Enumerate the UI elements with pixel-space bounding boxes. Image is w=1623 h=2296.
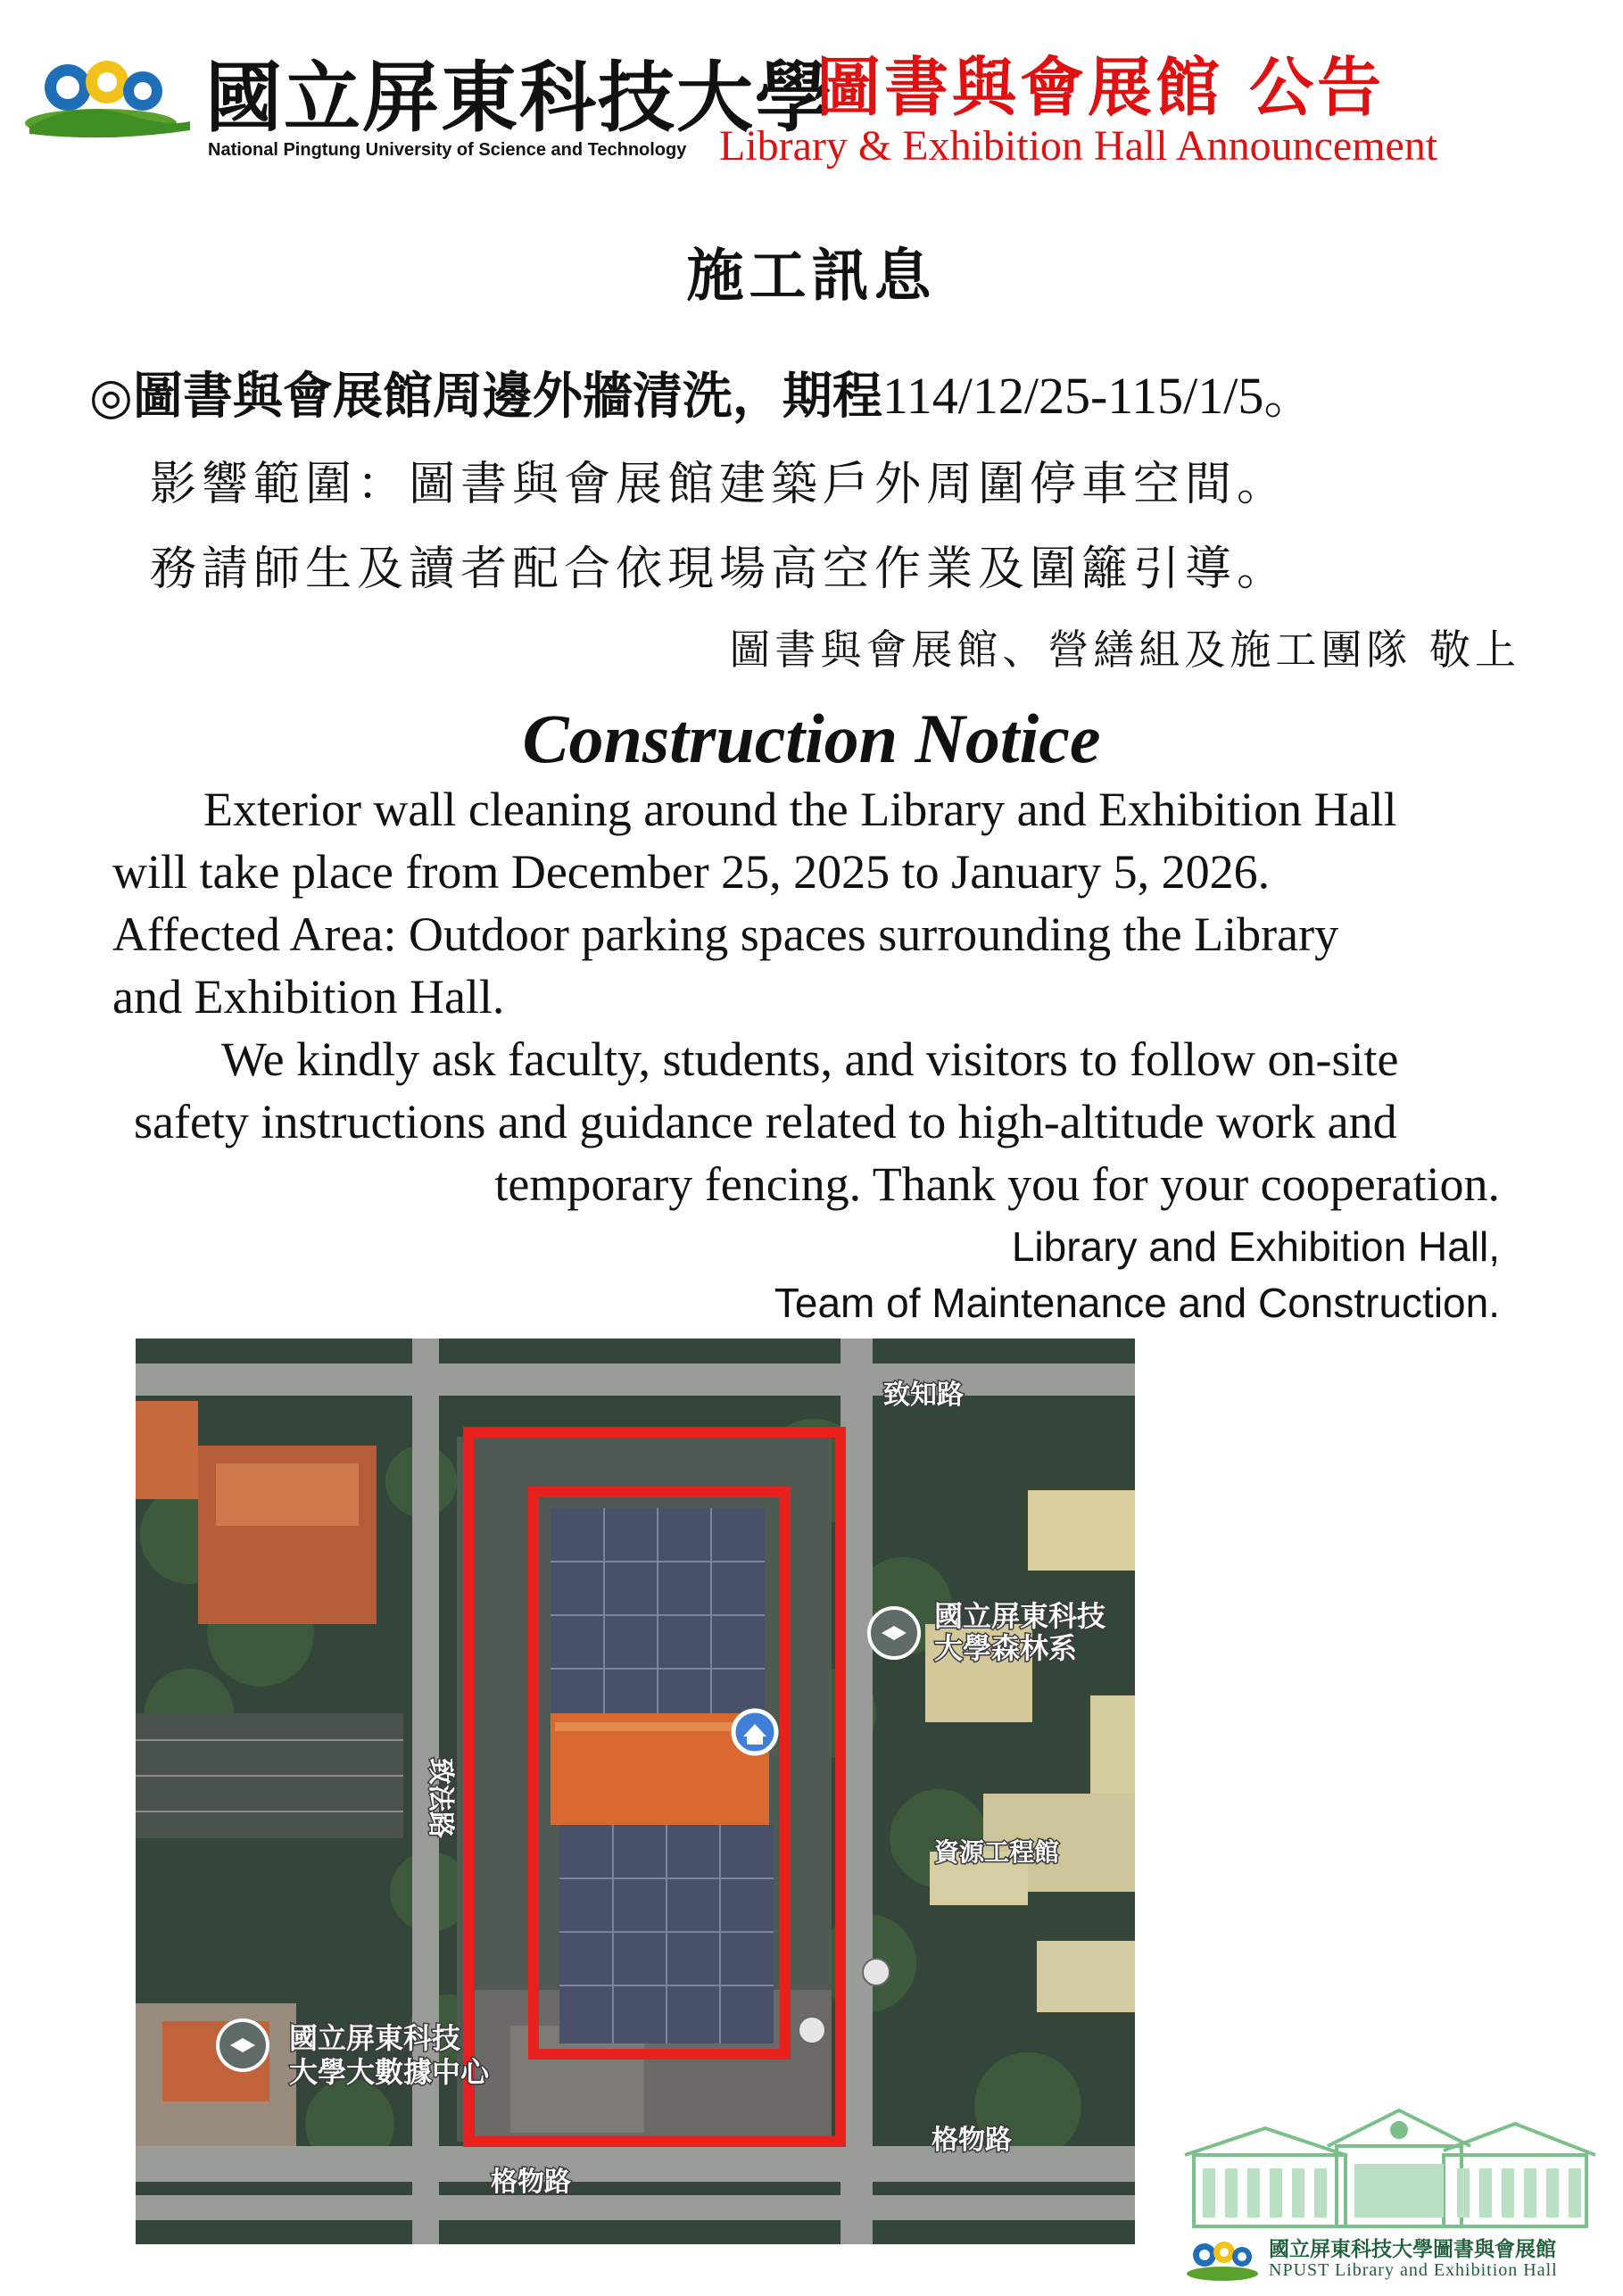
- notice-schedule-end: 。: [1263, 368, 1314, 426]
- notice-affected-area-zh: 影響範圍：圖書與會展館建築戶外周圍停車空間。: [150, 458, 1289, 511]
- notice-schedule-label: ◎圖書與會展館周邊外牆清洗，期程: [89, 367, 882, 426]
- map-label-datacenter-1: 國立屏東科技: [289, 2021, 461, 2055]
- notice-text-en-line: We kindly ask faculty, students, and visitors to follow on-site: [221, 1032, 1399, 1086]
- map-label-resource: 資源工程館: [934, 1837, 1060, 1867]
- footer-small-logo: [1187, 2233, 1258, 2285]
- notice-signature-en-1: Library and Exhibition Hall,: [1011, 1223, 1500, 1270]
- notice-text-en-line: temporary fencing. Thank you for your cooperation.: [494, 1157, 1500, 1211]
- university-name-zh: 國立屏東科技大學: [205, 53, 833, 143]
- university-name-en: National Pingtung University of Science and Technology: [208, 140, 687, 160]
- notice-signature-zh: 圖書與會展館、營繕組及施工團隊 敬上: [729, 626, 1520, 674]
- university-logo: [25, 45, 195, 143]
- notice-text-en-line: safety instructions and guidance related to high-altitude work and: [134, 1095, 1397, 1148]
- notice-text-en-line: will take place from December 25, 2025 to January 5, 2026.: [112, 845, 1271, 899]
- map-label-forestry-1: 國立屏東科技: [934, 1599, 1106, 1633]
- map-label-road-bottom: 格物路: [491, 2167, 571, 2198]
- notice-title-en: Construction Notice: [522, 700, 1101, 777]
- notice-text-en-line: Exterior wall cleaning around the Library and Exhibition Hall: [203, 783, 1397, 836]
- map-label-road-bottom-right: 格物路: [932, 2125, 1012, 2156]
- notice-signature-en-2: Team of Maintenance and Construction.: [774, 1280, 1500, 1326]
- notice-request-zh: 務請師生及讀者配合依現場高空作業及圍籬引導。: [150, 543, 1289, 596]
- map-label-road-top: 致知路: [883, 1380, 964, 1411]
- notice-title-zh: 施工訊息: [686, 243, 937, 310]
- announcement-title-en: Library & Exhibition Hall Announcement: [719, 122, 1438, 170]
- map-label-forestry-2: 大學森林系: [934, 1631, 1078, 1665]
- notice-text-en-line: Affected Area: Outdoor parking spaces surrounding the Library: [112, 908, 1339, 961]
- notice-schedule-zh: [89, 357, 1313, 428]
- map-label-datacenter-2: 大學大數據中心: [289, 2055, 490, 2089]
- footer-library-name-en: NPUST Library and Exhibition Hall: [1269, 2260, 1558, 2280]
- notice-text-en-line: and Exhibition Hall.: [112, 970, 505, 1024]
- site-map-image: [136, 1339, 1135, 2244]
- notice-schedule-date: 114/12/25-115/1/5: [882, 367, 1264, 425]
- announcement-title-zh: 圖書與會展館 公告: [816, 49, 1386, 125]
- map-label-road-left: 致法路: [425, 1758, 456, 1838]
- footer-library-name-zh: 國立屏東科技大學圖書與會展館: [1269, 2237, 1556, 2261]
